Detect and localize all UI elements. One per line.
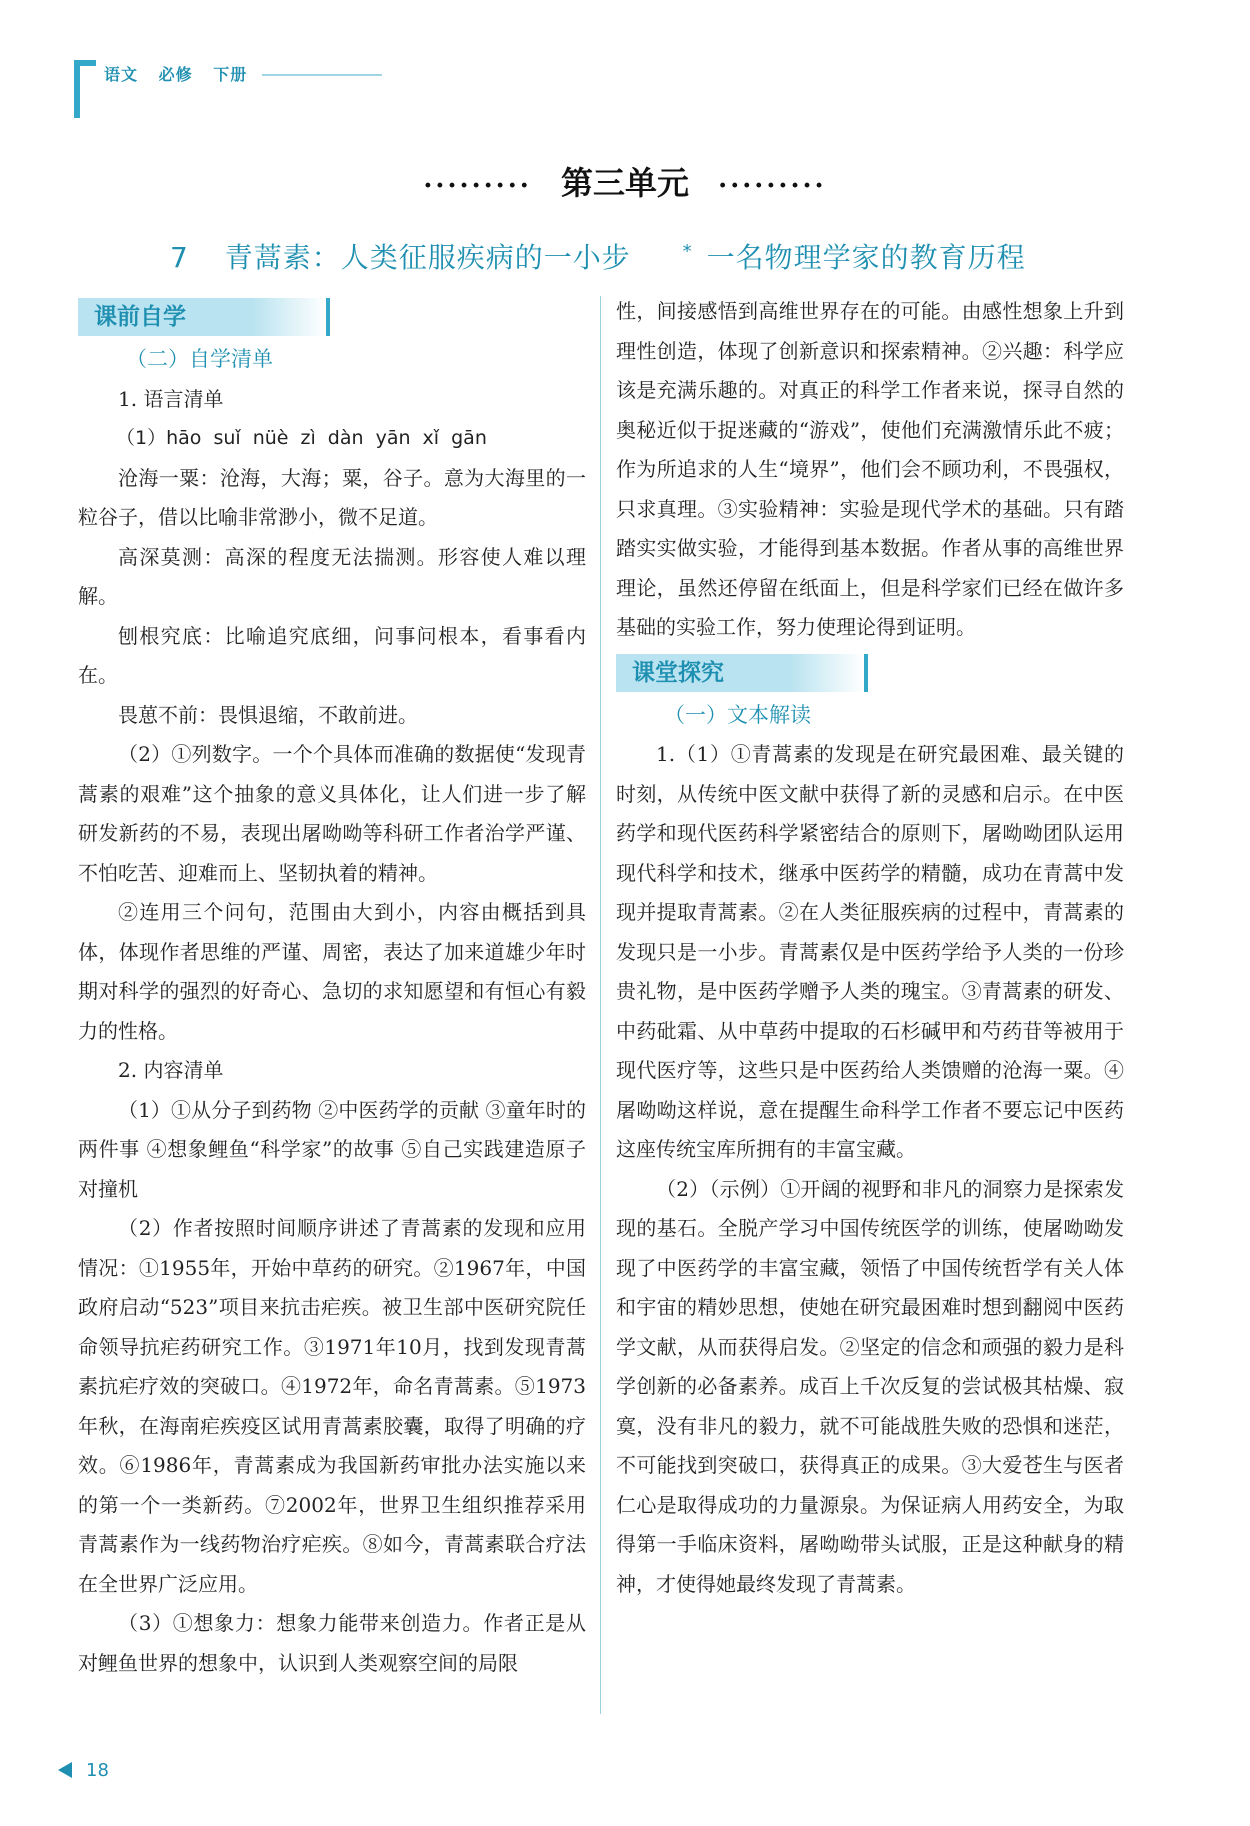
page-number-text: 18: [86, 1760, 109, 1781]
lesson-title-part2: 一名物理学家的教育历程: [706, 241, 1026, 274]
subsection-heading: （一）文本解读: [664, 702, 811, 727]
paragraph: 高深莫测：高深的程度无法揣测。形容使人难以理解。: [78, 544, 586, 608]
page-marker-icon: [58, 1762, 72, 1778]
lesson-title-part1: 青蒿素：人类征服疾病的一小步: [224, 241, 631, 274]
column-divider: [600, 296, 601, 1714]
section-banner-pre-study: [78, 298, 330, 336]
section-banner-label: 课前自学: [94, 304, 186, 330]
paragraph: （2）（示例）①开阔的视野和非凡的洞察力是探索发现的基石。全脱产学习中国传统医学的训练，使屠呦呦发现了中医药学的丰富宝藏，领悟了中国传统哲学有关人体和宇宙的精妙思想，使她在研究最困难时想到翻阅中医药学文献，从而获得启发。②坚定的信念和顽强的毅力是科学创新的必备素养。成百上千次反复的尝试极其枯燥、寂寞，没有非凡的毅力，就不可能战胜失败的恐惧和迷茫，不可能找到突破口，获得真正的成果。③大爱苍生与医者仁心是取得成功的力量源泉。为保证病人用药安全，为取得第一手临床资料，屠呦呦带头试服，正是这种献身的精神，才使得她最终发现了青蒿素。: [616, 1176, 1124, 1596]
paragraph: 2. 内容清单: [118, 1058, 224, 1082]
unit-dots-left: ·········: [423, 171, 532, 201]
left-column: [78, 298, 586, 1683]
paragraph: 1. 语言清单: [118, 386, 224, 411]
subsection-heading: （二）自学清单: [126, 347, 273, 371]
header-volume: 下册: [213, 65, 248, 84]
unit-title-text: 第三单元: [560, 164, 689, 202]
paragraph: ②连用三个问句，范围由大到小，内容由概括到具体，体现作者思维的严谨、周密，表达了加来道雄少年时期对科学的强烈的好奇心、急切的求知愿望和有恒心有毅力的性格。: [78, 900, 586, 1043]
header-bracket-top: [74, 60, 96, 66]
section-banner-label: 课堂探究: [632, 659, 724, 686]
paragraph-continued: 性，间接感悟到高维世界存在的可能。由感性想象上升到理性创造，体现了创新意识和探索精神。②兴趣：科学应该是充满乐趣的。对真正的科学工作者来说，探寻自然的奥秘近似于捉迷藏的“游戏”，使他们充满激情乐此不疲；作为所追求的人生“境界”，他们会不顾功利，不畏强权，只求真理。③实验精神：实验是现代学术的基础。只有踏踏实实做实验，才能得到基本数据。作者从事的高维世界理论，虽然还停留在纸面上，但是科学家们已经在做许多基础的实验工作，努力使理论得到证明。: [616, 299, 1124, 639]
paragraph: （2）作者按照时间顺序讲述了青蒿素的发现和应用情况：①1955年，开始中草药的研究。②1967年，中国政府启动“523”项目来抗击疟疾。被卫生部中医研究院任命领导抗疟药研究工作。③1971年10月，找到发现青蒿素抗疟疗效的突破口。④1972年，命名青蒿素。⑤1973年秋，在海南疟疾疫区试用青蒿素胶囊，取得了明确的疗效。⑥1986年，青蒿素成为我国新药审批办法实施以来的第一个一类新药。⑦2002年，世界卫生组织推荐采用青蒿素作为一线药物治疗疟疾。⑧如今，青蒿素联合疗法在全世界广泛应用。: [78, 1216, 586, 1596]
unit-dots-right: ·········: [718, 171, 827, 201]
running-header: [104, 62, 261, 85]
unit-title: [0, 158, 1250, 204]
paragraph: 沧海一粟：沧海，大海；粟，谷子。意为大海里的一粒谷子，借以比喻非常渺小，微不足道。: [78, 465, 586, 529]
paragraph: （2）①列数字。一个个具体而准确的数据使“发现青蒿素的艰难”这个抽象的意义具体化，让人们进一步了解研发新药的不易，表现出屠呦呦等科研工作者治学严谨、不怕吃苦、迎难而上、坚韧执着的精神。: [78, 742, 586, 885]
paragraph: 畏葸不前：畏惧退缩，不敢前进。: [118, 702, 418, 727]
header-type: 必修: [158, 65, 193, 84]
lesson-star-mark: *: [682, 241, 693, 262]
paragraph: （1）①从分子到药物 ②中医药学的贡献 ③童年时的两件事 ④想象鲤鱼“科学家”的故事 ⑤自己实践建造原子对撞机: [78, 1097, 586, 1201]
pinyin-answer: （1）hāo suǐ nüè zì dàn yān xǐ gān: [116, 427, 487, 449]
header-bracket: [74, 60, 80, 118]
lesson-number: 7: [170, 241, 189, 274]
header-book: 语文: [104, 65, 139, 84]
section-banner-class-inquiry: [616, 654, 868, 692]
paragraph: 刨根究底：比喻追究底细，问事问根本，看事看内在。: [78, 623, 586, 687]
paragraph: （3）①想象力：想象力能带来创造力。作者正是从对鲤鱼世界的想象中，认识到人类观察空间的局限: [78, 1611, 586, 1675]
page-number: [58, 1760, 109, 1781]
header-rule: [262, 74, 382, 76]
paragraph: 1.（1）①青蒿素的发现是在研究最困难、最关键的时刻，从传统中医文献中获得了新的灵感和启示。在中医药学和现代医药科学紧密结合的原则下，屠呦呦团队运用现代科学和技术，继承中医药学的精髓，成功在青蒿中发现并提取青蒿素。②在人类征服疾病的过程中，青蒿素的发现只是一小步。青蒿素仅是中医药学给予人类的一份珍贵礼物，是中医药学赠予人类的瑰宝。③青蒿素的研发、中药砒霜、从中草药中提取的石杉碱甲和芍药苷等被用于现代医疗等，这些只是中医药给人类馈赠的沧海一粟。④屠呦呦这样说，意在提醒生命科学工作者不要忘记中医药这座传统宝库所拥有的丰富宝藏。: [616, 742, 1124, 1161]
lesson-title: [170, 236, 1026, 276]
right-column: [616, 292, 1124, 1604]
